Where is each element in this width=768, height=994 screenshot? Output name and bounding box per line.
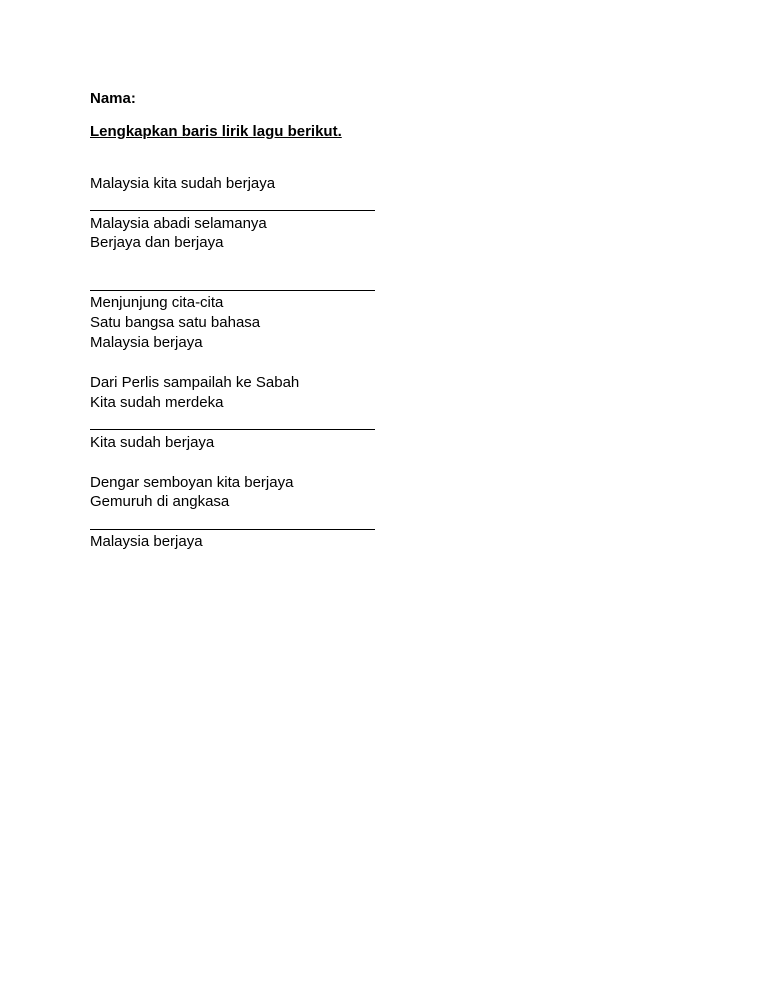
lyric-line: Kita sudah merdeka	[90, 394, 224, 411]
lyric-line: Satu bangsa satu bahasa	[90, 314, 261, 331]
lyric-line: Malaysia kita sudah berjaya	[90, 175, 276, 192]
lyric-line: Dari Perlis sampailah ke Sabah	[90, 374, 300, 391]
lyric-line: Menjunjung cita-cita	[90, 294, 224, 311]
lyric-line: Malaysia berjaya	[90, 533, 203, 550]
name-label: Nama:	[90, 90, 136, 107]
lyric-line: Kita sudah berjaya	[90, 434, 215, 451]
lyric-line: Gemuruh di angkasa	[90, 493, 230, 510]
lyric-line: Malaysia abadi selamanya	[90, 215, 267, 232]
answer-blank[interactable]	[90, 529, 375, 530]
answer-blank[interactable]	[90, 210, 375, 211]
lyric-line: Malaysia berjaya	[90, 334, 203, 351]
answer-blank[interactable]	[90, 290, 375, 291]
lyric-line: Berjaya dan berjaya	[90, 234, 224, 251]
instruction-heading: Lengkapkan baris lirik lagu berikut.	[90, 123, 342, 140]
lyric-line: Dengar semboyan kita berjaya	[90, 474, 294, 491]
answer-blank[interactable]	[90, 429, 375, 430]
